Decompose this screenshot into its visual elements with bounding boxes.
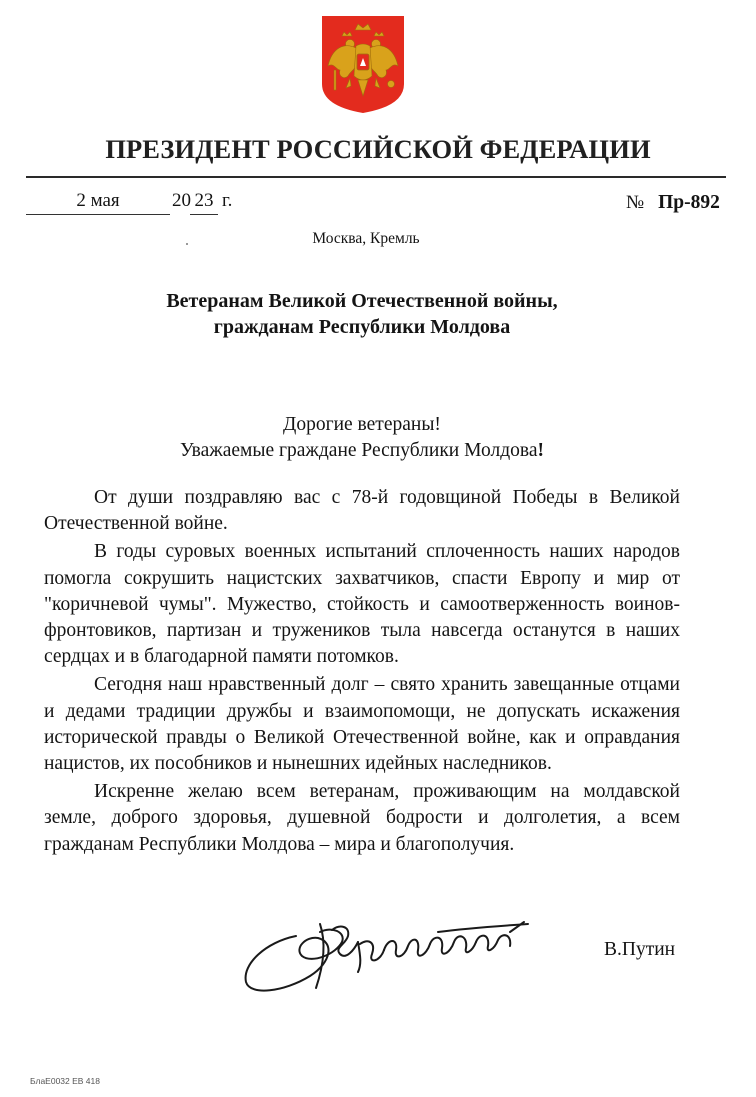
coat-of-arms-emblem: [320, 14, 406, 114]
addressee-line: гражданам Республики Молдова: [213, 316, 511, 338]
date-year-prefix: 20: [172, 190, 191, 211]
body-paragraph: Сегодня наш нравственный долг – свято хранить завещанные отцами и дедами традиции дружбы и взаимопомощи, не допускать искажения исторической правды о Великой Отечественной войне, как и оправдания нацистов, их пособников и нынешних идейных наследников.: [44, 674, 680, 775]
number-value: Пр-892: [658, 192, 720, 213]
body-paragraph: В годы суровых военных испытаний сплоченность наших народов помогла сокрушить нацистских захватчиков, спасти Европу и мир от "коричневой чумы". Мужество, стойкость и самоотверженность воинов-фронтовиков, партизан и тружеников тыла навсегда останутся в наших сердцах и в благодарной памяти потомков.: [44, 541, 680, 668]
number-sign: №: [626, 192, 645, 213]
document-place: Москва, Кремль: [312, 230, 420, 247]
date-year-suffix: 23: [190, 188, 218, 215]
body-paragraph: Искренне желаю всем ветеранам, проживающим на молдавской земле, доброго здоровья, душевной бодрости и долголетия, а всем гражданам Республики Молдова – мира и благополучия.: [44, 781, 680, 855]
document-number: [626, 188, 720, 218]
greeting-line-text: Уважаемые граждане Республики Молдова: [180, 440, 538, 461]
addressee-block: [0, 288, 724, 340]
signer-name: В.Путин: [604, 939, 676, 960]
handwritten-signature: [236, 902, 536, 998]
letterhead-divider: [26, 176, 726, 178]
date-day-month: 2 мая: [26, 188, 170, 215]
form-code: БлаЕ0032 ЕВ 418: [30, 1076, 100, 1086]
body-paragraph: От души поздравляю вас с 78-й годовщиной Победы в Великой Отечественной войне.: [44, 487, 680, 535]
letter-body: [44, 485, 680, 860]
date-year-unit: г.: [222, 190, 233, 211]
greeting-block: [0, 412, 724, 464]
addressee-line: Ветеранам Великой Отечественной войны,: [166, 290, 558, 312]
greeting-line-mark: !: [537, 440, 544, 461]
letterhead-title: ПРЕЗИДЕНТ РОССИЙСКОЙ ФЕДЕРАЦИИ: [105, 134, 651, 164]
greeting-line: [0, 438, 724, 464]
greeting-line: Дорогие ветераны!: [283, 414, 441, 435]
